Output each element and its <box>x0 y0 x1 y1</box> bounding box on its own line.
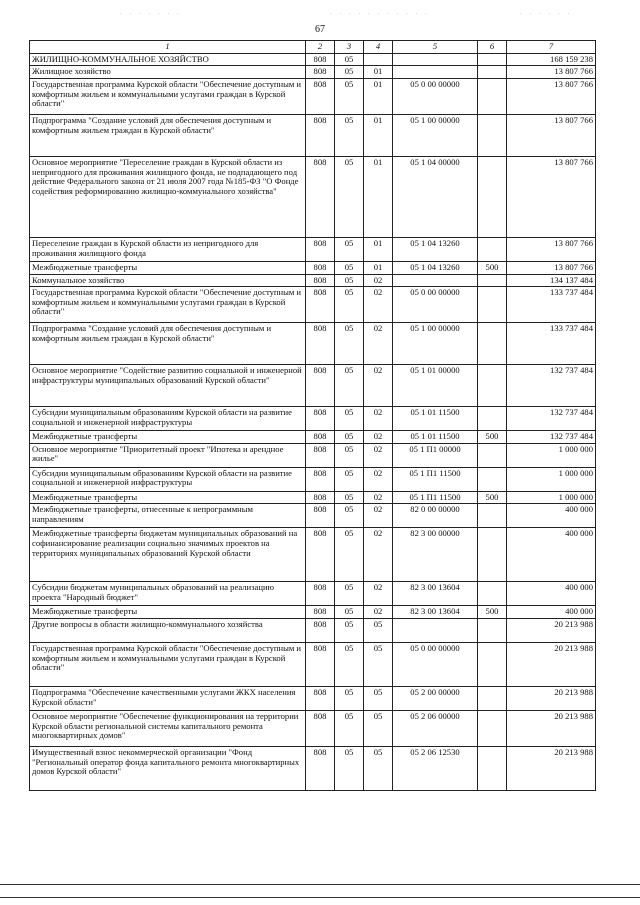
row-code-cell-4: 05 <box>364 747 393 791</box>
row-code-cell-5: 05 1 04 13260 <box>393 237 478 261</box>
row-code-cell-3: 05 <box>335 261 364 274</box>
row-code-cell-7: 13 807 766 <box>507 66 596 79</box>
row-code-cell-2: 808 <box>306 323 335 365</box>
row-code-cell-7: 13 807 766 <box>507 78 596 114</box>
row-code-cell-4 <box>364 53 393 66</box>
table-header-row <box>30 41 596 54</box>
row-code-cell-5 <box>393 53 478 66</box>
row-code-cell-6: 500 <box>478 606 507 619</box>
row-code-cell-5 <box>393 619 478 643</box>
row-code-cell-4: 05 <box>364 711 393 747</box>
row-code-cell-4: 02 <box>364 528 393 582</box>
row-code-cell-2: 808 <box>306 261 335 274</box>
table-row <box>30 237 596 261</box>
row-code-cell-3: 05 <box>335 582 364 606</box>
row-code-cell-3: 05 <box>335 237 364 261</box>
row-name-cell: Межбюджетные трансферты бюджетам муниципальных образований на софинансирование реализации социально значимых проектов на территориях муниципальных образований Курской области <box>30 528 306 582</box>
bottom-rule <box>0 897 640 898</box>
row-name-cell: Государственная программа Курской области "Обеспечение доступным и комфортным жильем и коммунальными услугами граждан в Курской области" <box>30 287 306 323</box>
row-code-cell-5: 82 0 00 00000 <box>393 504 478 528</box>
row-code-cell-7: 400 000 <box>507 504 596 528</box>
row-code-cell-6 <box>478 53 507 66</box>
row-code-cell-3: 05 <box>335 504 364 528</box>
row-code-cell-6 <box>478 711 507 747</box>
row-code-cell-3: 05 <box>335 619 364 643</box>
row-code-cell-5: 05 2 00 00000 <box>393 687 478 711</box>
row-code-cell-6 <box>478 619 507 643</box>
row-code-cell-3: 05 <box>335 491 364 504</box>
table-row <box>30 407 596 431</box>
row-code-cell-3: 05 <box>335 156 364 237</box>
table-row <box>30 491 596 504</box>
table-row <box>30 78 596 114</box>
row-code-cell-4: 01 <box>364 114 393 156</box>
budget-table <box>29 40 596 791</box>
scan-artifact-dots: . . . . . . <box>520 8 573 16</box>
row-code-cell-6: 500 <box>478 431 507 444</box>
row-name-cell: Жилищное хозяйство <box>30 66 306 79</box>
row-code-cell-5: 05 1 00 00000 <box>393 323 478 365</box>
row-code-cell-7: 20 213 988 <box>507 687 596 711</box>
row-code-cell-7: 400 000 <box>507 582 596 606</box>
row-code-cell-3: 05 <box>335 747 364 791</box>
row-code-cell-7: 20 213 988 <box>507 747 596 791</box>
row-code-cell-2: 808 <box>306 528 335 582</box>
row-code-cell-6 <box>478 114 507 156</box>
row-code-cell-7: 132 737 484 <box>507 431 596 444</box>
row-code-cell-2: 808 <box>306 606 335 619</box>
row-name-cell: Другие вопросы в области жилищно-коммунального хозяйства <box>30 619 306 643</box>
row-code-cell-7: 134 137 484 <box>507 274 596 287</box>
row-code-cell-3: 05 <box>335 467 364 491</box>
table-row <box>30 66 596 79</box>
row-code-cell-2: 808 <box>306 78 335 114</box>
row-code-cell-2: 808 <box>306 504 335 528</box>
row-code-cell-6 <box>478 643 507 687</box>
row-code-cell-7: 1 000 000 <box>507 467 596 491</box>
scan-artifact-dots: . . . . . . . . . . . <box>330 8 430 16</box>
row-code-cell-6 <box>478 66 507 79</box>
row-code-cell-4: 02 <box>364 431 393 444</box>
row-code-cell-5: 82 3 00 13604 <box>393 582 478 606</box>
row-name-cell: Государственная программа Курской области "Обеспечение доступным и комфортным жильем и коммунальными услугами граждан в Курской области" <box>30 78 306 114</box>
row-code-cell-3: 05 <box>335 606 364 619</box>
row-code-cell-4: 02 <box>364 606 393 619</box>
row-name-cell: Подпрограмма "Обеспечение качественными услугами ЖКХ населения Курской области" <box>30 687 306 711</box>
row-code-cell-3: 05 <box>335 53 364 66</box>
row-code-cell-4: 02 <box>364 443 393 467</box>
table-row <box>30 467 596 491</box>
row-code-cell-4: 01 <box>364 78 393 114</box>
row-code-cell-4: 01 <box>364 261 393 274</box>
row-code-cell-5: 05 0 00 00000 <box>393 287 478 323</box>
row-code-cell-2: 808 <box>306 156 335 237</box>
row-name-cell: Государственная программа Курской области "Обеспечение доступным и комфортным жильем и коммунальными услугами граждан в Курской области" <box>30 643 306 687</box>
table-row <box>30 443 596 467</box>
table-row <box>30 287 596 323</box>
row-code-cell-5: 82 3 00 00000 <box>393 528 478 582</box>
row-name-cell: Субсидии бюджетам муниципальных образований на реализацию проекта "Народный бюджет" <box>30 582 306 606</box>
row-code-cell-2: 808 <box>306 582 335 606</box>
row-code-cell-5: 05 1 П1 00000 <box>393 443 478 467</box>
bottom-rule <box>0 884 640 885</box>
table-row <box>30 582 596 606</box>
row-code-cell-5: 05 1 П1 11500 <box>393 491 478 504</box>
row-code-cell-4: 02 <box>364 504 393 528</box>
row-name-cell: Субсидии муниципальным образованиям Курской области на развитие социальной и инженерной инфраструктуры <box>30 467 306 491</box>
row-code-cell-6 <box>478 407 507 431</box>
row-code-cell-7: 132 737 484 <box>507 407 596 431</box>
row-code-cell-4: 05 <box>364 643 393 687</box>
row-code-cell-3: 05 <box>335 687 364 711</box>
row-code-cell-4: 01 <box>364 237 393 261</box>
row-code-cell-6 <box>478 687 507 711</box>
column-header: 5 <box>393 41 478 54</box>
row-code-cell-4: 02 <box>364 274 393 287</box>
row-name-cell: Межбюджетные трансферты <box>30 431 306 444</box>
row-code-cell-6 <box>478 582 507 606</box>
scan-artifact-dots: . . . . . . . <box>120 8 182 16</box>
row-name-cell: Основное мероприятие "Содействие развитию социальной и инженерной инфраструктуры муниципальных образований Курской области" <box>30 365 306 407</box>
row-code-cell-5: 05 1 01 00000 <box>393 365 478 407</box>
row-name-cell: ЖИЛИЩНО-КОММУНАЛЬНОЕ ХОЗЯЙСТВО <box>30 53 306 66</box>
row-name-cell: Основное мероприятие "Приоритетный проект "Ипотека и арендное жилье" <box>30 443 306 467</box>
row-name-cell: Межбюджетные трансферты <box>30 491 306 504</box>
row-code-cell-5 <box>393 66 478 79</box>
row-code-cell-6 <box>478 528 507 582</box>
row-code-cell-6 <box>478 156 507 237</box>
row-name-cell: Основное мероприятие "Обеспечение функционирования на территории Курской области региональной системы капитального ремонта многоквартирных домов" <box>30 711 306 747</box>
row-code-cell-7: 400 000 <box>507 606 596 619</box>
row-code-cell-6 <box>478 287 507 323</box>
row-code-cell-2: 808 <box>306 711 335 747</box>
row-code-cell-5 <box>393 274 478 287</box>
row-code-cell-2: 808 <box>306 687 335 711</box>
row-code-cell-3: 05 <box>335 365 364 407</box>
row-code-cell-3: 05 <box>335 114 364 156</box>
row-code-cell-6: 500 <box>478 491 507 504</box>
row-code-cell-4: 02 <box>364 491 393 504</box>
row-code-cell-4: 02 <box>364 287 393 323</box>
row-code-cell-5: 05 1 01 11500 <box>393 407 478 431</box>
row-code-cell-6 <box>478 365 507 407</box>
row-code-cell-4: 02 <box>364 365 393 407</box>
table-row <box>30 619 596 643</box>
table-row <box>30 114 596 156</box>
row-name-cell: Межбюджетные трансферты <box>30 261 306 274</box>
row-code-cell-2: 808 <box>306 619 335 643</box>
row-code-cell-7: 20 213 988 <box>507 643 596 687</box>
table-row <box>30 747 596 791</box>
page-number: 67 <box>315 24 325 35</box>
row-code-cell-5: 05 1 04 00000 <box>393 156 478 237</box>
row-code-cell-5: 05 1 00 00000 <box>393 114 478 156</box>
row-code-cell-3: 05 <box>335 323 364 365</box>
row-name-cell: Основное мероприятие "Переселение граждан в Курской области из непригодного для проживания жилищного фонда, не подпадающего под действие Федерального закона от 21 июля 2007 года №185-ФЗ "О Фонде содействия реформированию жилищно-коммунального хозяйства" <box>30 156 306 237</box>
row-name-cell: Субсидии муниципальным образованиям Курской области на развитие социальной и инженерной инфраструктуры <box>30 407 306 431</box>
row-code-cell-2: 808 <box>306 443 335 467</box>
row-code-cell-5: 05 1 01 11500 <box>393 431 478 444</box>
row-name-cell: Межбюджетные трансферты, отнесенные к непрограммным направлениям <box>30 504 306 528</box>
row-code-cell-7: 168 159 238 <box>507 53 596 66</box>
table-row <box>30 711 596 747</box>
row-code-cell-7: 20 213 988 <box>507 619 596 643</box>
row-code-cell-6 <box>478 443 507 467</box>
table-row <box>30 528 596 582</box>
column-header: 3 <box>335 41 364 54</box>
row-code-cell-6: 500 <box>478 261 507 274</box>
row-code-cell-6 <box>478 747 507 791</box>
row-code-cell-2: 808 <box>306 407 335 431</box>
row-code-cell-7: 13 807 766 <box>507 114 596 156</box>
row-code-cell-2: 808 <box>306 53 335 66</box>
row-code-cell-4: 01 <box>364 66 393 79</box>
row-code-cell-2: 808 <box>306 747 335 791</box>
row-code-cell-3: 05 <box>335 711 364 747</box>
row-code-cell-2: 808 <box>306 643 335 687</box>
row-code-cell-5: 05 1 П1 11500 <box>393 467 478 491</box>
row-code-cell-3: 05 <box>335 528 364 582</box>
row-code-cell-7: 1 000 000 <box>507 443 596 467</box>
row-name-cell: Имущественный взнос некоммерческой организации "Фонд "Региональный оператор фонда капитального ремонта многоквартирных домов Курской области" <box>30 747 306 791</box>
row-code-cell-4: 01 <box>364 156 393 237</box>
row-code-cell-2: 808 <box>306 491 335 504</box>
row-code-cell-4: 05 <box>364 619 393 643</box>
table-row <box>30 274 596 287</box>
table-row <box>30 504 596 528</box>
row-code-cell-5: 05 0 00 00000 <box>393 78 478 114</box>
column-header: 2 <box>306 41 335 54</box>
column-header: 4 <box>364 41 393 54</box>
column-header: 1 <box>30 41 306 54</box>
row-code-cell-7: 133 737 484 <box>507 323 596 365</box>
table-row <box>30 156 596 237</box>
row-name-cell: Подпрограмма "Создание условий для обеспечения доступным и комфортным жильем граждан в Курской области" <box>30 114 306 156</box>
row-code-cell-5: 05 1 04 13260 <box>393 261 478 274</box>
table-row <box>30 431 596 444</box>
row-code-cell-6 <box>478 78 507 114</box>
row-code-cell-3: 05 <box>335 66 364 79</box>
row-code-cell-6 <box>478 467 507 491</box>
row-code-cell-6 <box>478 237 507 261</box>
row-code-cell-7: 400 000 <box>507 528 596 582</box>
row-code-cell-2: 808 <box>306 431 335 444</box>
row-code-cell-7: 13 807 766 <box>507 261 596 274</box>
row-code-cell-3: 05 <box>335 643 364 687</box>
row-code-cell-3: 05 <box>335 274 364 287</box>
column-header: 6 <box>478 41 507 54</box>
row-code-cell-6 <box>478 504 507 528</box>
row-code-cell-2: 808 <box>306 66 335 79</box>
row-code-cell-2: 808 <box>306 237 335 261</box>
row-code-cell-3: 05 <box>335 407 364 431</box>
table-row <box>30 261 596 274</box>
row-code-cell-5: 05 0 00 00000 <box>393 643 478 687</box>
row-code-cell-4: 02 <box>364 407 393 431</box>
row-code-cell-4: 02 <box>364 323 393 365</box>
row-name-cell: Переселение граждан в Курской области из непригодного для проживания жилищного фонда <box>30 237 306 261</box>
row-name-cell: Коммунальное хозяйство <box>30 274 306 287</box>
row-code-cell-7: 132 737 484 <box>507 365 596 407</box>
row-code-cell-3: 05 <box>335 443 364 467</box>
table-row <box>30 606 596 619</box>
row-code-cell-2: 808 <box>306 274 335 287</box>
row-code-cell-7: 20 213 988 <box>507 711 596 747</box>
column-header: 7 <box>507 41 596 54</box>
row-code-cell-2: 808 <box>306 114 335 156</box>
table-row <box>30 643 596 687</box>
row-code-cell-6 <box>478 274 507 287</box>
row-code-cell-6 <box>478 323 507 365</box>
row-code-cell-4: 05 <box>364 687 393 711</box>
table-row <box>30 323 596 365</box>
row-code-cell-3: 05 <box>335 287 364 323</box>
row-name-cell: Подпрограмма "Создание условий для обеспечения доступным и комфортным жильем граждан в Курской области" <box>30 323 306 365</box>
row-code-cell-3: 05 <box>335 78 364 114</box>
row-code-cell-2: 808 <box>306 467 335 491</box>
row-code-cell-3: 05 <box>335 431 364 444</box>
row-name-cell: Межбюджетные трансферты <box>30 606 306 619</box>
table-row <box>30 53 596 66</box>
row-code-cell-7: 133 737 484 <box>507 287 596 323</box>
row-code-cell-4: 02 <box>364 467 393 491</box>
row-code-cell-7: 13 807 766 <box>507 237 596 261</box>
row-code-cell-2: 808 <box>306 287 335 323</box>
table-row <box>30 365 596 407</box>
row-code-cell-5: 05 2 06 00000 <box>393 711 478 747</box>
row-code-cell-4: 02 <box>364 582 393 606</box>
table-row <box>30 687 596 711</box>
row-code-cell-5: 82 3 00 13604 <box>393 606 478 619</box>
row-code-cell-2: 808 <box>306 365 335 407</box>
row-code-cell-7: 13 807 766 <box>507 156 596 237</box>
row-code-cell-7: 1 000 000 <box>507 491 596 504</box>
row-code-cell-5: 05 2 06 12530 <box>393 747 478 791</box>
